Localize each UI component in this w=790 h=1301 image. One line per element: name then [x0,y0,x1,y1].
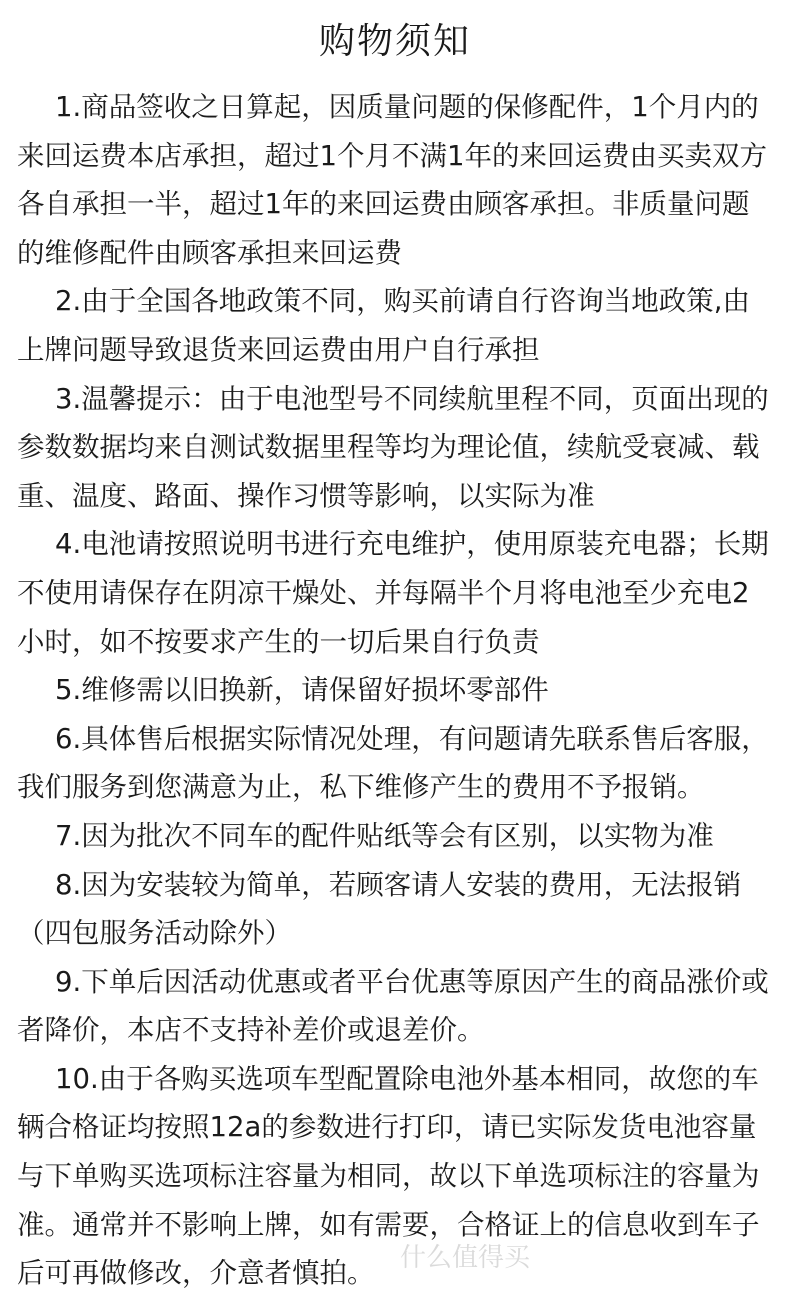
notice-item-2: 2.由于全国各地政策不同，购买前请自行咨询当地政策,由上牌问题导致退货来回运费由用户自行承担 [17,285,750,366]
notice-item-1: 1.商品签收之日算起，因质量问题的保修配件，1个月内的来回运费本店承担，超过1个月不满1年的来回运费由买卖双方各自承担一半，超过1年的来回运费由顾客承担。非质量问题的维修配件由顾客承担来回运费 [17,91,767,269]
notice-list [17,83,773,1298]
notice-item-10: 10.由于各购买选项车型配置除电池外基本相同，故您的车辆合格证均按照12a的参数进行打印，请已实际发货电池容量与下单购买选项标注容量为相同，故以下单选项标注的容量为准。通常并不影响上牌，如有需要，合格证上的信息收到车子后可再做修改，介意者慎拍。 [17,1062,760,1290]
notice-item-5: 5.维修需以旧换新，请保留好损坏零部件 [55,674,549,707]
notice-item-9: 9.下单后因活动优惠或者平台优惠等原因产生的商品涨价或者降价，本店不支持补差价或退差价。 [17,965,769,1047]
page-title: 购物须知 [318,21,471,62]
notice-item-8: 8.因为安装较为简单，若顾客请人安装的费用，无法报销（四包服务活动除外） [17,868,742,950]
notice-item-7: 7.因为批次不同车的配件贴纸等会有区别，以实物为准 [55,819,714,852]
notice-item-3: 3.温馨提示：由于电池型号不同续航里程不同，页面出现的参数数据均来自测试数据里程等均为理论值，续航受衰减、载重、温度、路面、操作习惯等影响，以实际为准 [17,382,769,512]
notice-item-6: 6.具体售后根据实际情况处理，有问题请先联系售后客服，我们服务到您满意为止，私下维修产生的费用不予报销。 [17,722,769,804]
notice-item-4: 4.电池请按照说明书进行充电维护，使用原装充电器；长期不使用请保存在阴凉干燥处、并每隔半个月将电池至少充电2小时，如不按要求产生的一切后果自行负责 [17,528,769,658]
watermark-text: 什么值得买 [400,1243,531,1273]
